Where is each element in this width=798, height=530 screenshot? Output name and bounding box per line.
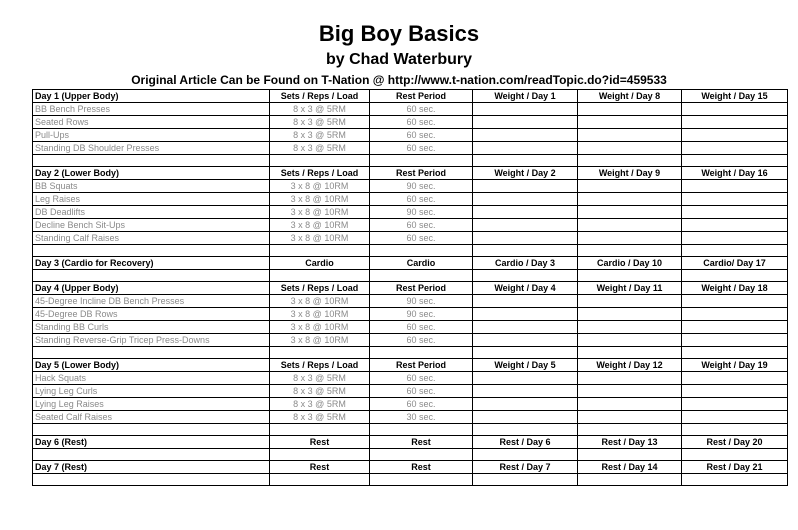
cell-week-2 xyxy=(578,219,682,232)
blank-row xyxy=(33,347,788,359)
cell-week-1 xyxy=(473,372,578,385)
cell-week-3 xyxy=(682,411,788,424)
cell-week-3 xyxy=(682,193,788,206)
cell-rest-period xyxy=(370,270,473,282)
cell-week-1 xyxy=(473,334,578,347)
exercise-row xyxy=(33,180,788,193)
cell-sets-reps-load: Sets / Reps / Load xyxy=(270,90,370,103)
cell-sets-reps-load: 8 x 3 @ 5RM xyxy=(270,116,370,129)
cell-exercise: Day 6 (Rest) xyxy=(33,436,270,449)
cell-exercise xyxy=(33,474,270,486)
cell-week-3 xyxy=(682,372,788,385)
cell-rest-period xyxy=(370,155,473,167)
workout-table xyxy=(32,89,788,486)
cell-week-1 xyxy=(473,398,578,411)
cell-week-1: Weight / Day 5 xyxy=(473,359,578,372)
cell-week-2 xyxy=(578,270,682,282)
cell-week-1 xyxy=(473,116,578,129)
day-header-row xyxy=(33,257,788,270)
exercise-row xyxy=(33,398,788,411)
cell-exercise: Standing Reverse-Grip Tricep Press-Downs xyxy=(33,334,270,347)
cell-week-2 xyxy=(578,321,682,334)
cell-sets-reps-load: Cardio xyxy=(270,257,370,270)
exercise-row xyxy=(33,129,788,142)
blank-row xyxy=(33,474,788,486)
cell-sets-reps-load: 8 x 3 @ 5RM xyxy=(270,385,370,398)
cell-sets-reps-load xyxy=(270,155,370,167)
cell-sets-reps-load: 8 x 3 @ 5RM xyxy=(270,129,370,142)
day-header-row xyxy=(33,90,788,103)
cell-week-3 xyxy=(682,308,788,321)
exercise-row xyxy=(33,103,788,116)
cell-exercise: Day 5 (Lower Body) xyxy=(33,359,270,372)
cell-week-2 xyxy=(578,372,682,385)
cell-week-1 xyxy=(473,295,578,308)
cell-week-1 xyxy=(473,193,578,206)
cell-week-2 xyxy=(578,474,682,486)
cell-sets-reps-load: 3 x 8 @ 10RM xyxy=(270,219,370,232)
cell-rest-period: Rest xyxy=(370,461,473,474)
cell-week-1 xyxy=(473,424,578,436)
cell-sets-reps-load: 8 x 3 @ 5RM xyxy=(270,411,370,424)
cell-week-1 xyxy=(473,308,578,321)
cell-sets-reps-load: 3 x 8 @ 10RM xyxy=(270,321,370,334)
cell-exercise: Standing Calf Raises xyxy=(33,232,270,245)
cell-week-3 xyxy=(682,398,788,411)
exercise-row xyxy=(33,193,788,206)
cell-week-1 xyxy=(473,155,578,167)
cell-week-1 xyxy=(473,474,578,486)
cell-sets-reps-load: 8 x 3 @ 5RM xyxy=(270,398,370,411)
cell-week-2 xyxy=(578,385,682,398)
cell-week-1 xyxy=(473,449,578,461)
cell-week-3 xyxy=(682,180,788,193)
cell-rest-period xyxy=(370,245,473,257)
cell-rest-period: 60 sec. xyxy=(370,398,473,411)
exercise-row xyxy=(33,308,788,321)
cell-sets-reps-load: 3 x 8 @ 10RM xyxy=(270,295,370,308)
cell-exercise: Day 4 (Upper Body) xyxy=(33,282,270,295)
cell-rest-period xyxy=(370,424,473,436)
cell-week-2 xyxy=(578,347,682,359)
cell-rest-period: 60 sec. xyxy=(370,372,473,385)
cell-week-3 xyxy=(682,424,788,436)
cell-sets-reps-load: Sets / Reps / Load xyxy=(270,167,370,180)
cell-rest-period: Rest xyxy=(370,436,473,449)
cell-week-1: Weight / Day 2 xyxy=(473,167,578,180)
cell-exercise: Pull-Ups xyxy=(33,129,270,142)
cell-rest-period: 60 sec. xyxy=(370,142,473,155)
cell-sets-reps-load: Rest xyxy=(270,461,370,474)
cell-week-3 xyxy=(682,385,788,398)
cell-rest-period: 60 sec. xyxy=(370,129,473,142)
cell-week-2 xyxy=(578,295,682,308)
cell-rest-period xyxy=(370,474,473,486)
cell-week-3 xyxy=(682,103,788,116)
cell-week-3 xyxy=(682,219,788,232)
cell-week-2: Cardio / Day 10 xyxy=(578,257,682,270)
cell-week-2 xyxy=(578,103,682,116)
cell-exercise xyxy=(33,449,270,461)
cell-rest-period: Rest Period xyxy=(370,167,473,180)
cell-week-1 xyxy=(473,321,578,334)
exercise-row xyxy=(33,206,788,219)
cell-week-2 xyxy=(578,398,682,411)
blank-row xyxy=(33,424,788,436)
cell-week-1 xyxy=(473,103,578,116)
cell-week-2 xyxy=(578,334,682,347)
cell-exercise: BB Bench Presses xyxy=(33,103,270,116)
cell-sets-reps-load: 8 x 3 @ 5RM xyxy=(270,142,370,155)
cell-week-3: Weight / Day 15 xyxy=(682,90,788,103)
cell-exercise xyxy=(33,424,270,436)
cell-sets-reps-load xyxy=(270,347,370,359)
blank-row xyxy=(33,270,788,282)
cell-sets-reps-load: 3 x 8 @ 10RM xyxy=(270,232,370,245)
cell-week-2 xyxy=(578,245,682,257)
day-header-row xyxy=(33,436,788,449)
cell-week-3 xyxy=(682,295,788,308)
exercise-row xyxy=(33,411,788,424)
cell-sets-reps-load xyxy=(270,449,370,461)
exercise-row xyxy=(33,142,788,155)
cell-exercise xyxy=(33,270,270,282)
cell-rest-period: Rest Period xyxy=(370,90,473,103)
cell-sets-reps-load xyxy=(270,270,370,282)
cell-exercise: Day 3 (Cardio for Recovery) xyxy=(33,257,270,270)
cell-week-2: Weight / Day 8 xyxy=(578,90,682,103)
cell-week-3 xyxy=(682,206,788,219)
cell-rest-period: 90 sec. xyxy=(370,295,473,308)
cell-sets-reps-load: Sets / Reps / Load xyxy=(270,359,370,372)
exercise-row xyxy=(33,116,788,129)
cell-week-1 xyxy=(473,347,578,359)
cell-week-2 xyxy=(578,193,682,206)
cell-sets-reps-load: 3 x 8 @ 10RM xyxy=(270,206,370,219)
cell-week-2 xyxy=(578,180,682,193)
cell-week-1 xyxy=(473,206,578,219)
cell-week-1 xyxy=(473,180,578,193)
cell-week-2 xyxy=(578,308,682,321)
blank-row xyxy=(33,155,788,167)
cell-exercise: Day 7 (Rest) xyxy=(33,461,270,474)
exercise-row xyxy=(33,385,788,398)
day-header-row xyxy=(33,167,788,180)
cell-week-2: Weight / Day 9 xyxy=(578,167,682,180)
cell-week-1: Rest / Day 7 xyxy=(473,461,578,474)
cell-rest-period: Rest Period xyxy=(370,359,473,372)
day-header-row xyxy=(33,359,788,372)
exercise-row xyxy=(33,372,788,385)
cell-exercise: Seated Rows xyxy=(33,116,270,129)
cell-week-3 xyxy=(682,270,788,282)
cell-week-1: Weight / Day 1 xyxy=(473,90,578,103)
cell-sets-reps-load: 8 x 3 @ 5RM xyxy=(270,372,370,385)
blank-row xyxy=(33,245,788,257)
cell-rest-period: 60 sec. xyxy=(370,116,473,129)
cell-week-3 xyxy=(682,142,788,155)
exercise-row xyxy=(33,334,788,347)
cell-week-3: Weight / Day 19 xyxy=(682,359,788,372)
cell-rest-period: 60 sec. xyxy=(370,103,473,116)
cell-week-1 xyxy=(473,270,578,282)
cell-week-1 xyxy=(473,411,578,424)
cell-rest-period: 60 sec. xyxy=(370,219,473,232)
cell-week-1 xyxy=(473,142,578,155)
day-header-row xyxy=(33,282,788,295)
cell-week-3 xyxy=(682,321,788,334)
cell-week-3: Rest / Day 21 xyxy=(682,461,788,474)
cell-week-3: Rest / Day 20 xyxy=(682,436,788,449)
exercise-row xyxy=(33,219,788,232)
cell-week-3 xyxy=(682,347,788,359)
cell-week-1: Rest / Day 6 xyxy=(473,436,578,449)
cell-exercise: 45-Degree DB Rows xyxy=(33,308,270,321)
cell-week-1 xyxy=(473,385,578,398)
cell-week-1 xyxy=(473,129,578,142)
cell-exercise: Standing BB Curls xyxy=(33,321,270,334)
cell-exercise: Decline Bench Sit-Ups xyxy=(33,219,270,232)
cell-week-2: Rest / Day 14 xyxy=(578,461,682,474)
cell-sets-reps-load: 3 x 8 @ 10RM xyxy=(270,334,370,347)
cell-week-3 xyxy=(682,155,788,167)
cell-rest-period: 30 sec. xyxy=(370,411,473,424)
cell-week-3: Weight / Day 16 xyxy=(682,167,788,180)
cell-exercise: DB Deadlifts xyxy=(33,206,270,219)
cell-exercise: Day 2 (Lower Body) xyxy=(33,167,270,180)
cell-exercise xyxy=(33,155,270,167)
cell-sets-reps-load: 8 x 3 @ 5RM xyxy=(270,103,370,116)
cell-sets-reps-load: Sets / Reps / Load xyxy=(270,282,370,295)
cell-sets-reps-load: 3 x 8 @ 10RM xyxy=(270,308,370,321)
cell-week-2 xyxy=(578,155,682,167)
cell-exercise: Lying Leg Raises xyxy=(33,398,270,411)
cell-week-2 xyxy=(578,116,682,129)
cell-week-3 xyxy=(682,449,788,461)
day-header-row xyxy=(33,461,788,474)
cell-week-2 xyxy=(578,449,682,461)
cell-rest-period: Cardio xyxy=(370,257,473,270)
article-source-note: Original Article Can be Found on T-Nation @ http://www.t-nation.com/readTopic.do?id=459533 xyxy=(131,73,667,87)
cell-exercise: Seated Calf Raises xyxy=(33,411,270,424)
cell-sets-reps-load: Rest xyxy=(270,436,370,449)
cell-rest-period: Rest Period xyxy=(370,282,473,295)
cell-sets-reps-load: 3 x 8 @ 10RM xyxy=(270,193,370,206)
exercise-row xyxy=(33,232,788,245)
cell-sets-reps-load xyxy=(270,474,370,486)
cell-exercise: BB Squats xyxy=(33,180,270,193)
exercise-row xyxy=(33,295,788,308)
cell-week-3 xyxy=(682,474,788,486)
cell-week-1: Weight / Day 4 xyxy=(473,282,578,295)
cell-week-1: Cardio / Day 3 xyxy=(473,257,578,270)
cell-week-2 xyxy=(578,424,682,436)
cell-exercise xyxy=(33,245,270,257)
cell-sets-reps-load: 3 x 8 @ 10RM xyxy=(270,180,370,193)
cell-week-1 xyxy=(473,219,578,232)
cell-rest-period xyxy=(370,449,473,461)
cell-week-1 xyxy=(473,245,578,257)
cell-exercise xyxy=(33,347,270,359)
cell-week-2 xyxy=(578,411,682,424)
blank-row xyxy=(33,449,788,461)
cell-rest-period: 90 sec. xyxy=(370,308,473,321)
cell-week-3 xyxy=(682,232,788,245)
cell-week-2 xyxy=(578,142,682,155)
cell-exercise: Standing DB Shoulder Presses xyxy=(33,142,270,155)
cell-week-3 xyxy=(682,129,788,142)
exercise-row xyxy=(33,321,788,334)
cell-exercise: Hack Squats xyxy=(33,372,270,385)
cell-exercise: Day 1 (Upper Body) xyxy=(33,90,270,103)
cell-week-3: Cardio/ Day 17 xyxy=(682,257,788,270)
cell-week-2: Rest / Day 13 xyxy=(578,436,682,449)
cell-week-2 xyxy=(578,129,682,142)
cell-sets-reps-load xyxy=(270,424,370,436)
cell-week-3 xyxy=(682,245,788,257)
document-subtitle: by Chad Waterbury xyxy=(325,51,473,68)
cell-rest-period: 60 sec. xyxy=(370,321,473,334)
workout-table-body xyxy=(33,90,788,486)
cell-rest-period: 60 sec. xyxy=(370,193,473,206)
cell-week-2 xyxy=(578,206,682,219)
cell-week-3 xyxy=(682,116,788,129)
cell-exercise: Lying Leg Curls xyxy=(33,385,270,398)
cell-rest-period xyxy=(370,347,473,359)
cell-week-2: Weight / Day 11 xyxy=(578,282,682,295)
cell-sets-reps-load xyxy=(270,245,370,257)
cell-week-3 xyxy=(682,334,788,347)
cell-rest-period: 60 sec. xyxy=(370,385,473,398)
cell-week-3: Weight / Day 18 xyxy=(682,282,788,295)
cell-exercise: Leg Raises xyxy=(33,193,270,206)
cell-rest-period: 60 sec. xyxy=(370,232,473,245)
cell-rest-period: 60 sec. xyxy=(370,334,473,347)
cell-week-2 xyxy=(578,232,682,245)
cell-week-1 xyxy=(473,232,578,245)
cell-rest-period: 90 sec. xyxy=(370,180,473,193)
document-title: Big Boy Basics xyxy=(318,21,480,46)
cell-rest-period: 90 sec. xyxy=(370,206,473,219)
cell-week-2: Weight / Day 12 xyxy=(578,359,682,372)
cell-exercise: 45-Degree Incline DB Bench Presses xyxy=(33,295,270,308)
